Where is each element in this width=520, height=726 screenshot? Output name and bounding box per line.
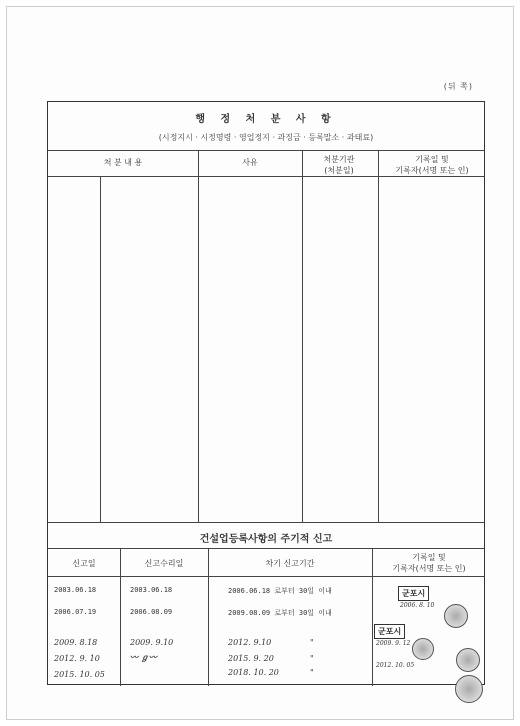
stamp-note-2: 2009. 9. 12 [376, 640, 411, 647]
hand3-report: 2015. 10. 05 [54, 670, 105, 679]
hand1-accept: 2009. 9.10 [130, 638, 174, 647]
hand1-report: 2009. 8.18 [54, 638, 98, 647]
row1-next: 2006.06.18 로부터 30일 이내 [228, 587, 332, 595]
seal-icon [412, 638, 434, 660]
row2-accept: 2006.08.09 [130, 608, 173, 616]
divider [208, 548, 209, 686]
hand2-report: 2012. 9. 10 [54, 654, 100, 663]
header-report-date: 신고일 [72, 559, 96, 568]
header-record-line2: 기록자(서명 또는 인) [395, 166, 469, 175]
hand3-next: 2018. 10. 20 [228, 668, 279, 677]
divider [378, 150, 379, 522]
divider [48, 522, 484, 523]
divider [372, 548, 373, 686]
hand1-mark: " [310, 638, 314, 647]
header-accept-date: 신고수리일 [144, 559, 184, 568]
header-record2-line1: 기록일 및 [412, 553, 446, 562]
row2-next: 2009.08.09 로부터 30일 이내 [228, 609, 332, 617]
document-page [6, 6, 514, 720]
divider [100, 176, 101, 522]
header-record2-line2: 기록자(서명 또는 인) [392, 564, 466, 573]
stamp-note-1: 2006. 8. 10 [400, 602, 435, 609]
header-reason: 사유 [242, 158, 258, 167]
section1-subtitle: (시정지시 · 시정명령 · 영업정지 · 과징금 · 등록말소 · 과태료) [158, 133, 374, 142]
divider [198, 150, 199, 522]
hand2-mark: " [310, 654, 314, 663]
divider [48, 150, 484, 151]
header-content: 처 분 내 용 [103, 158, 143, 167]
header-agency-line2: (처분일) [324, 166, 354, 175]
divider [48, 548, 484, 549]
header-record2 [372, 552, 486, 574]
header-agency-line1: 처분기관 [323, 155, 355, 164]
row1-accept: 2003.06.18 [130, 586, 173, 594]
divider [302, 150, 303, 522]
seal-icon [444, 604, 468, 628]
seal-icon [456, 648, 480, 672]
header-record-line1: 기록일 및 [415, 155, 449, 164]
section1-title: 행 정 처 분 사 항 [195, 114, 337, 125]
hand3-mark: " [310, 668, 314, 677]
record-table [47, 101, 485, 685]
section2-title: 건설업등록사항의 주기적 신고 [199, 534, 333, 545]
divider [48, 576, 484, 577]
hand2-next: 2015. 9. 20 [228, 654, 274, 663]
seal-icon [455, 675, 483, 703]
header-record [378, 154, 486, 176]
row1-report: 2003.06.18 [54, 586, 97, 594]
stamp-note-3: 2012. 10. 05 [376, 662, 415, 669]
row2-report: 2006.07.19 [54, 608, 97, 616]
official-stamp: 군포시 [398, 586, 429, 601]
divider [48, 176, 484, 177]
official-stamp: 군포시 [374, 624, 405, 639]
hand1-next: 2012. 9.10 [228, 638, 272, 647]
side-label: (뒤 쪽) [443, 82, 473, 91]
divider [120, 548, 121, 686]
header-next-period: 차기 신고기간 [265, 559, 315, 568]
hand2-signature: 〰 ℊ〰 [130, 652, 157, 662]
header-agency [302, 154, 376, 176]
